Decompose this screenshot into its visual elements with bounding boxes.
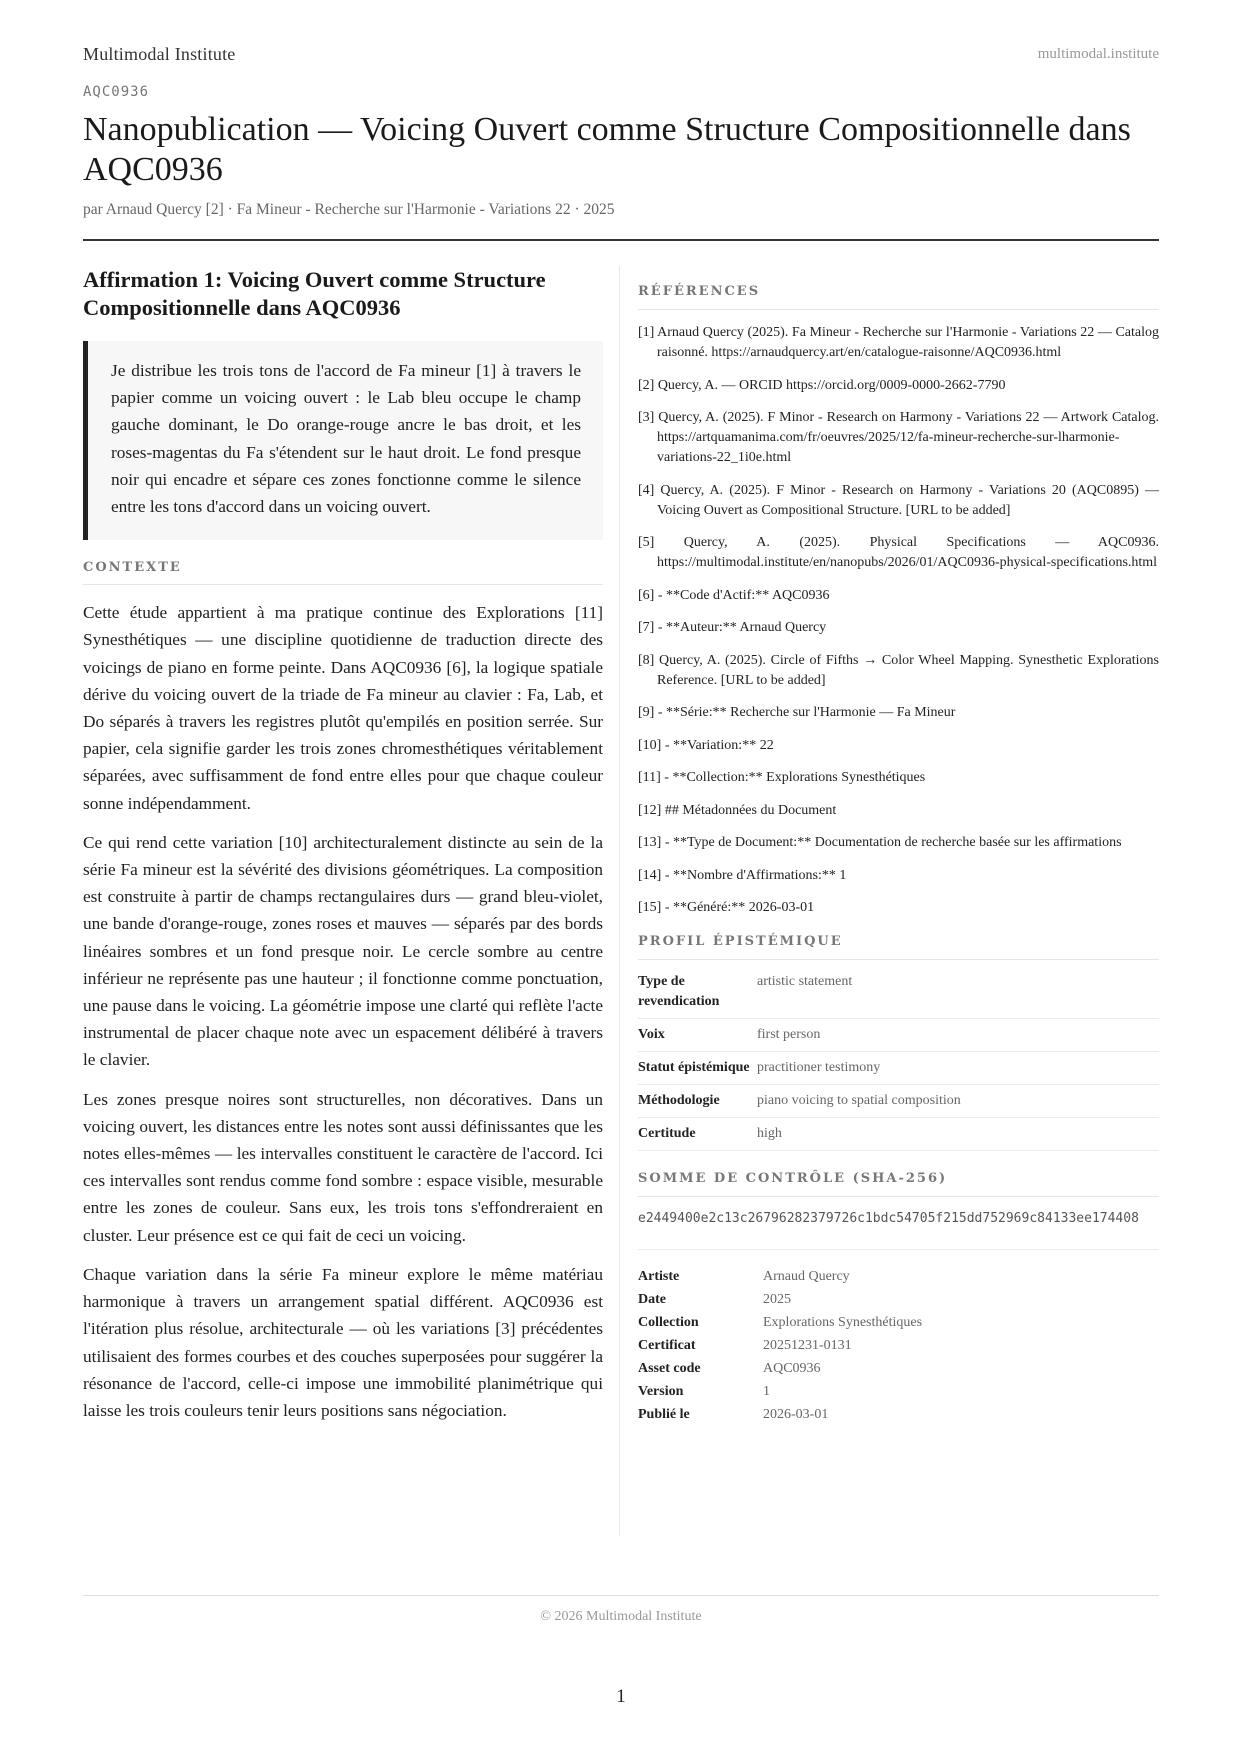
checksum-label: SOMME DE CONTRÔLE (SHA-256) bbox=[638, 1171, 1159, 1197]
reference-item: [2] Quercy, A. — ORCID https://orcid.org/0009-0000-2662-7790 bbox=[638, 377, 1006, 393]
profile-row bbox=[638, 1085, 1159, 1118]
main-column bbox=[83, 266, 603, 1424]
metadata-value: 20251231-0131 bbox=[763, 1338, 852, 1353]
reference-item: [7] - **Auteur:** Arnaud Quercy bbox=[638, 620, 827, 635]
reference-item: [6] - **Code d'Actif:** AQC0936 bbox=[638, 587, 830, 603]
checksum-value: e2449400e2c13c26796282379726c1bdc54705f215dd752969c84133ee174408 bbox=[638, 1209, 1159, 1250]
profile-row bbox=[638, 1118, 1159, 1151]
footer-copyright: © 2026 Multimodal Institute bbox=[540, 1609, 702, 1624]
metadata-value: 1 bbox=[763, 1384, 770, 1399]
side-column bbox=[638, 284, 1159, 1427]
reference-item: [15] - **Généré:** 2026-03-01 bbox=[638, 900, 815, 915]
byline: par Arnaud Quercy [2] · Fa Mineur - Recherche sur l'Harmonie - Variations 22 · 2025 bbox=[83, 201, 615, 218]
metadata-row bbox=[638, 1289, 1159, 1312]
metadata-row bbox=[638, 1358, 1159, 1381]
footer-divider bbox=[83, 1595, 1159, 1596]
context-label: CONTEXTE bbox=[83, 560, 603, 585]
profile-value: artistic statement bbox=[757, 966, 1159, 1019]
site-link[interactable]: multimodal.institute bbox=[1037, 46, 1159, 62]
metadata-key: Asset code bbox=[638, 1361, 701, 1376]
claim-quote: Je distribue les trois tons de l'accord de Fa mineur [1] à travers le papier comme un voicing ouvert : le Lab bleu occupe le champ gauche dominant, le Do orange-rouge ancre le bas droit, et les roses-magentas du Fa s'étendent sur le haut droit. Le fond presque noir qui encadre et sépare ces zones fonctionne comme le silence entre les tons d'accord dans un voicing ouvert. bbox=[83, 341, 603, 540]
top-bar bbox=[83, 44, 1159, 68]
profile-row bbox=[638, 966, 1159, 1019]
profile-row bbox=[638, 1052, 1159, 1085]
metadata-value: Arnaud Quercy bbox=[763, 1269, 850, 1284]
profile-value: high bbox=[757, 1118, 1159, 1151]
context-paragraph: Cette étude appartient à ma pratique continue des Explorations [11] Synesthétiques — une discipline quotidienne de traduction directe des voicings de piano en forme peinte. Dans AQC0936 [6], la logique spatiale dérive du voicing ouvert de la triade de Fa mineur au clavier : Fa, Lab, et Do séparés à travers les registres plutôt qu'empilés en position serrée. Sur papier, cela signifie garder les trois zones chromesthétiques véritablement séparées, avec suffisamment de fond entre elles pour que chaque couleur sonne indépendamment. bbox=[83, 603, 603, 813]
metadata-row bbox=[638, 1335, 1159, 1358]
metadata-value: 2025 bbox=[763, 1292, 791, 1307]
brand-name: Multimodal Institute bbox=[83, 44, 236, 64]
profile-row bbox=[638, 1019, 1159, 1052]
metadata-value: Explorations Synesthétiques bbox=[763, 1315, 923, 1330]
reference-item: [10] - **Variation:** 22 bbox=[638, 737, 774, 753]
page-number: 1 bbox=[616, 1686, 626, 1707]
metadata-table bbox=[638, 1266, 1159, 1427]
reference-item: [4] Quercy, A. (2025). F Minor - Research on Harmony - Variations 20 (AQC0895) — Voicing Ouvert as Compositional Structure. [URL to be added] bbox=[638, 482, 1159, 518]
reference-item: [3] Quercy, A. (2025). F Minor - Research on Harmony - Variations 22 — Artwork Catalog. https://artquamanima.com/fr/oeuvres/2025/12/fa-mineur-recherche-sur-lharmonie-variations-22_1i0e.html bbox=[638, 410, 1159, 465]
metadata-value: 2026-03-01 bbox=[763, 1407, 829, 1422]
reference-item: [11] - **Collection:** Explorations Synesthétiques bbox=[638, 770, 926, 785]
metadata-row bbox=[638, 1312, 1159, 1335]
profile-value: first person bbox=[757, 1019, 1159, 1052]
profile-key: Type de revendication bbox=[638, 966, 757, 1019]
metadata-key: Date bbox=[638, 1292, 666, 1307]
epistemic-profile-label: PROFIL ÉPISTÉMIQUE bbox=[638, 934, 1159, 960]
context-paragraph: Les zones presque noires sont structurelles, non décoratives. Dans un voicing ouvert, les distances entre les notes sont aussi définissantes que les notes elles-mêmes — les intervalles constituent le caractère de l'accord. Ici ces intervalles sont rendus comme fond sombre : espace visible, mesurable entre les zones de couleur. Sans eux, les trois tons s'effondreraient en cluster. Leur présence est ce qui fait de ceci un voicing. bbox=[83, 1089, 603, 1245]
document-page bbox=[83, 0, 1159, 1754]
epistemic-profile-table bbox=[638, 966, 1159, 1151]
metadata-row bbox=[638, 1404, 1159, 1427]
metadata-key: Collection bbox=[638, 1315, 699, 1330]
context-paragraph: Ce qui rend cette variation [10] architecturalement distincte au sein de la série Fa mineur est la sévérité des divisions géométriques. La composition est construite à partir de champs rectangulaires durs — grand bleu-violet, une bande d'orange-rouge, zones roses et mauves — séparés par des bords linéaires sombres et un fond presque noir. Le cercle sombre au centre inférieur ne représente pas une hauteur ; il fonctionne comme ponctuation, une pause dans le voicing. La géométrie impose une clarté qui reflète l'acte instrumental de placer chaque note avec un espacement délibéré à travers le clavier. bbox=[83, 832, 603, 1070]
profile-key: Méthodologie bbox=[638, 1085, 757, 1118]
reference-item: [9] - **Série:** Recherche sur l'Harmonie — Fa Mineur bbox=[638, 705, 956, 720]
title-divider bbox=[83, 239, 1159, 241]
references-label: RÉFÉRENCES bbox=[638, 284, 1159, 310]
page-title: Nanopublication — Voicing Ouvert comme Structure Compositionnelle dans AQC0936 bbox=[83, 111, 1131, 188]
reference-item: [14] - **Nombre d'Affirmations:** 1 bbox=[638, 867, 847, 883]
metadata-row bbox=[638, 1266, 1159, 1289]
profile-key: Voix bbox=[638, 1019, 757, 1052]
metadata-value: AQC0936 bbox=[763, 1361, 821, 1376]
column-divider bbox=[619, 266, 620, 1536]
reference-item: [12] ## Métadonnées du Document bbox=[638, 802, 837, 818]
profile-value: piano voicing to spatial composition bbox=[757, 1085, 1159, 1118]
metadata-key: Certificat bbox=[638, 1338, 696, 1353]
profile-key: Certitude bbox=[638, 1118, 757, 1151]
reference-item: [5] Quercy, A. (2025). Physical Specifications — AQC0936. https://multimodal.institute/en/nanopubs/2026/01/AQC0936-physical-specifications.html bbox=[638, 535, 1159, 570]
reference-item: [8] Quercy, A. (2025). Circle of Fifths → Color Wheel Mapping. Synesthetic Explorations Reference. [URL to be added] bbox=[638, 652, 1159, 688]
reference-list bbox=[638, 323, 1159, 918]
profile-key: Statut épistémique bbox=[638, 1052, 757, 1085]
metadata-key: Publié le bbox=[638, 1407, 690, 1422]
context-paragraph: Chaque variation dans la série Fa mineur explore le même matériau harmonique à travers un arrangement spatial différent. AQC0936 est l'itération plus résolue, architecturale — où les variations [3] précédentes utilisaient des formes courbes et des couches superposées pour suggérer la résonance de l'accord, celle-ci impose une immobilité planimétrique qui laisse les trois couleurs tenir leurs positions sans négociation. bbox=[83, 1264, 603, 1420]
claim-heading: Affirmation 1: Voicing Ouvert comme Structure Compositionnelle dans AQC0936 bbox=[83, 267, 546, 320]
metadata-key: Version bbox=[638, 1384, 684, 1399]
metadata-key: Artiste bbox=[638, 1269, 680, 1284]
reference-item: [13] - **Type de Document:** Documentation de recherche basée sur les affirmations bbox=[638, 835, 1122, 850]
metadata-row bbox=[638, 1381, 1159, 1404]
profile-value: practitioner testimony bbox=[757, 1052, 1159, 1085]
asset-code: AQC0936 bbox=[83, 84, 150, 100]
reference-item: [1] Arnaud Quercy (2025). Fa Mineur - Recherche sur l'Harmonie - Variations 22 — Catalog raisonné. https://arnaudquercy.art/en/catalogue-raisonne/AQC0936.html bbox=[638, 325, 1159, 360]
